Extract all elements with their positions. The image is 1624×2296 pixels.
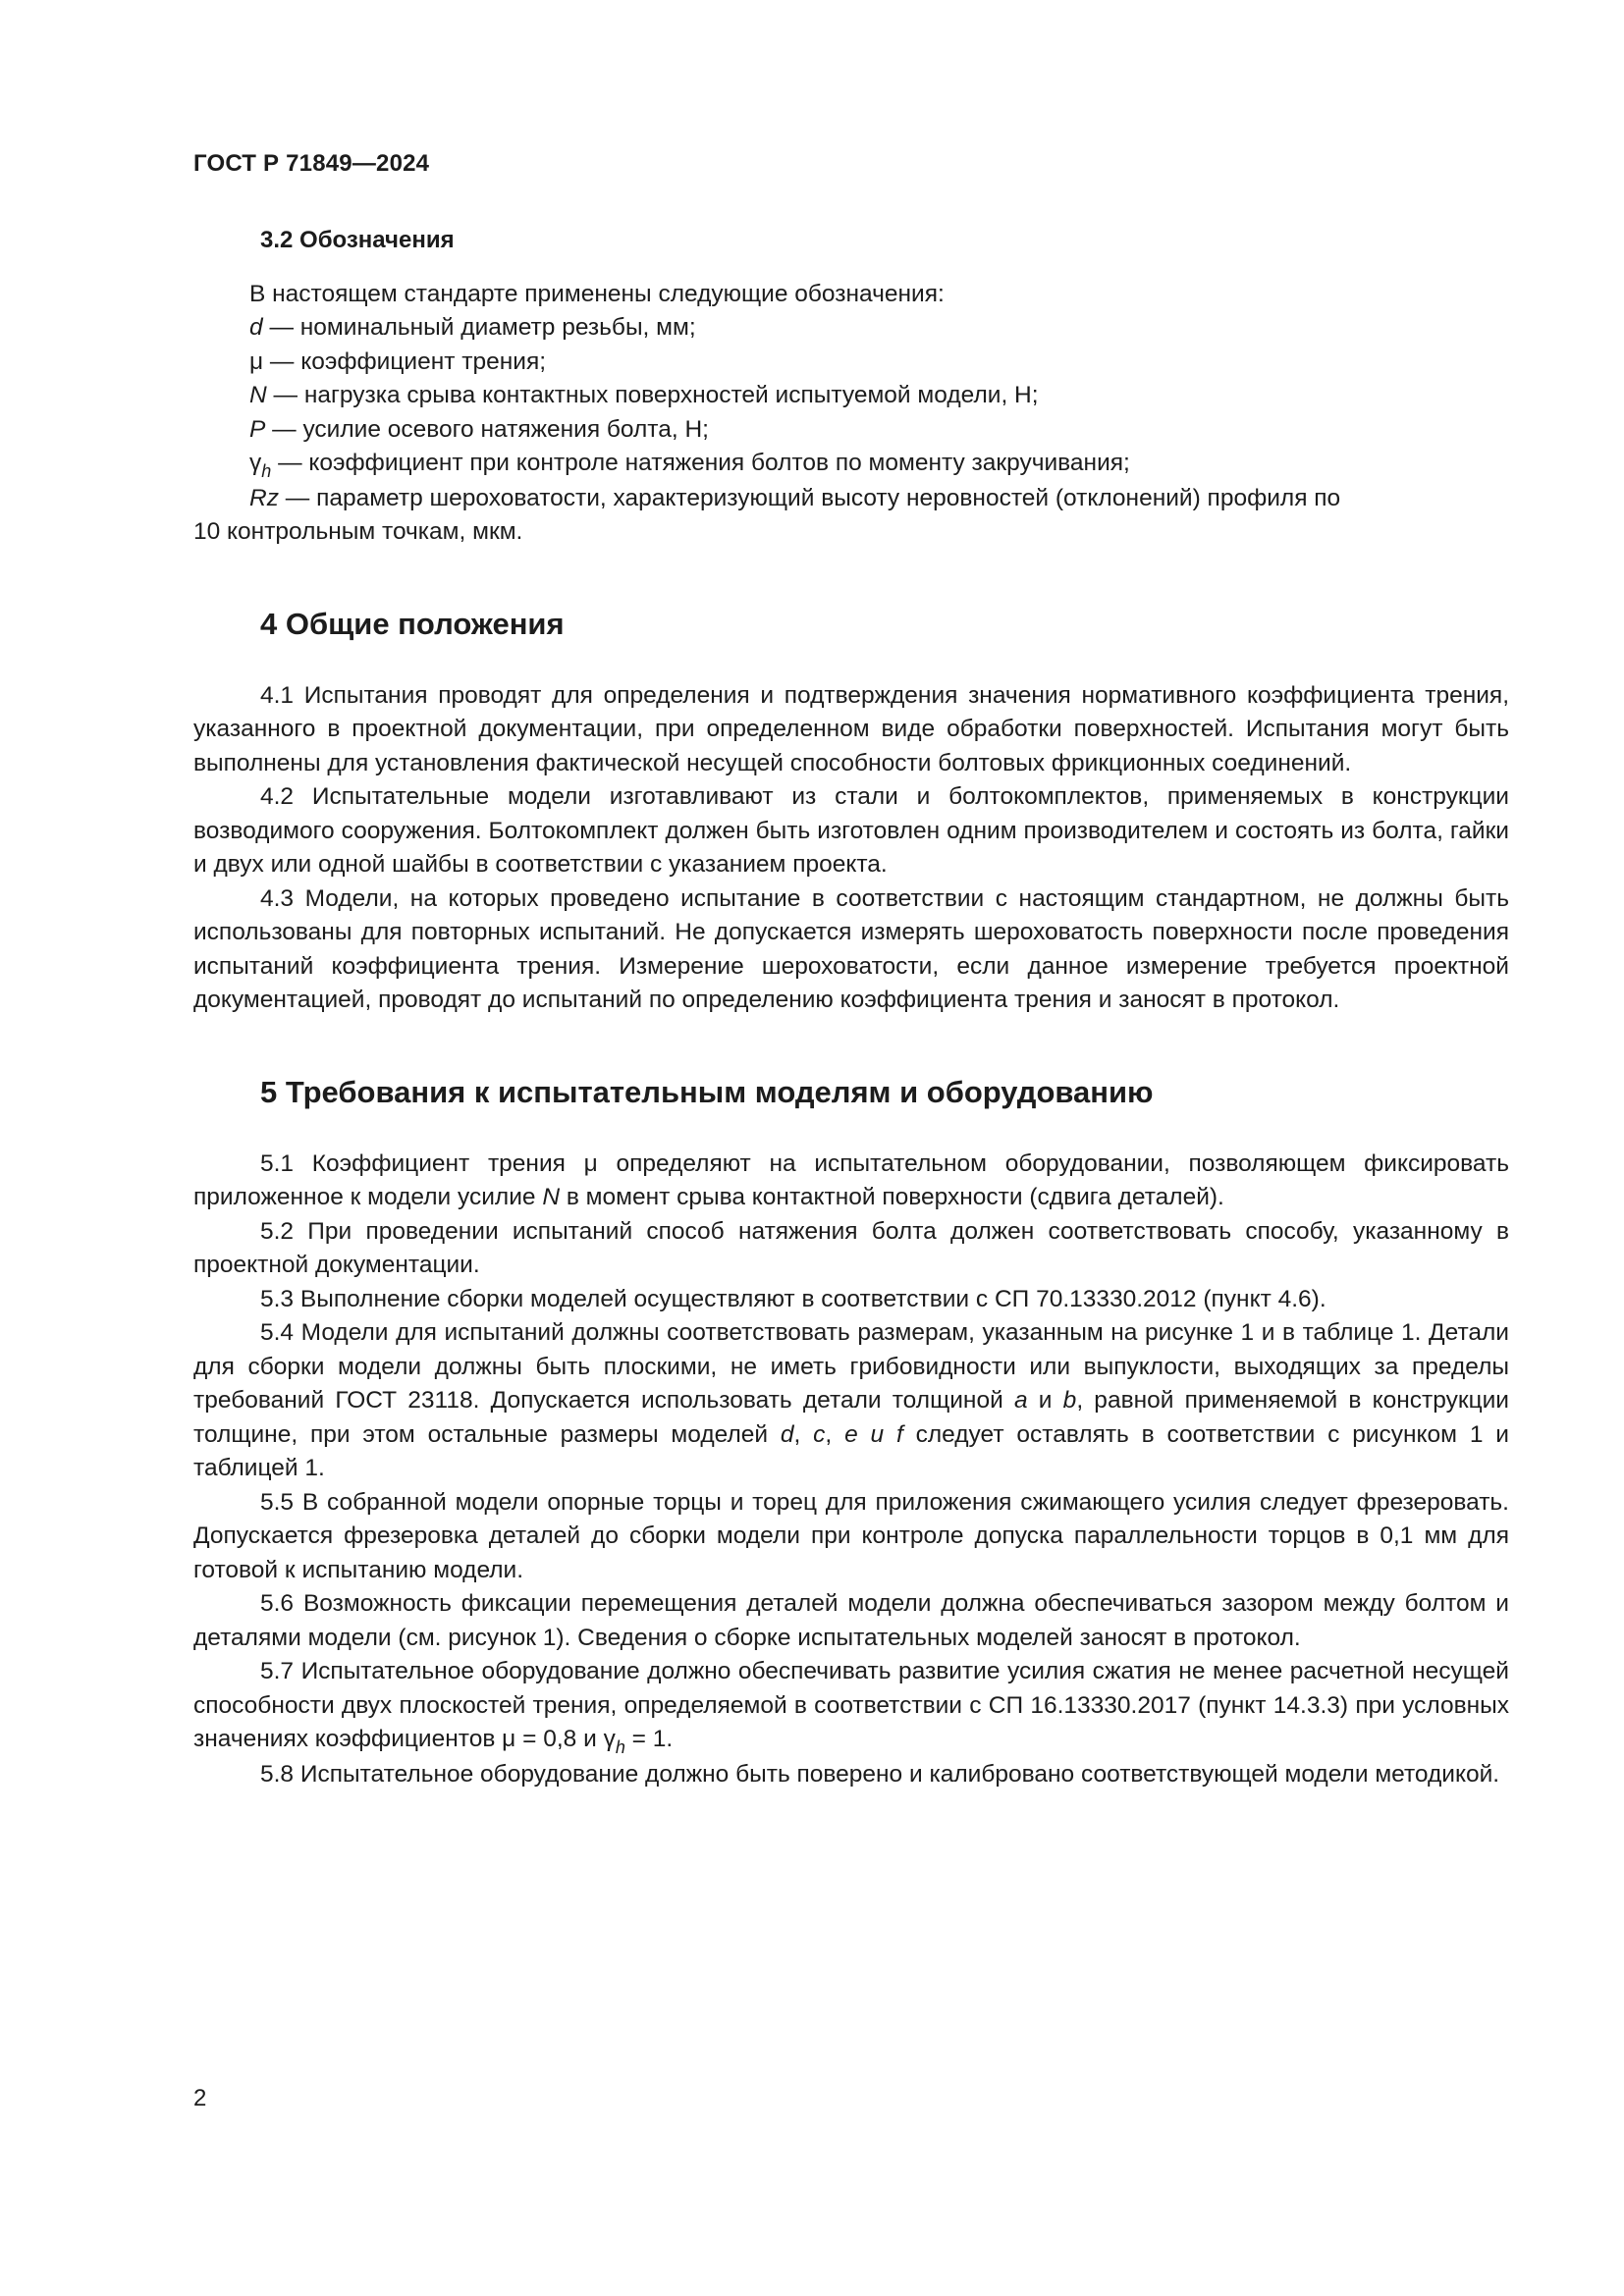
designations-intro: В настоящем стандарте применены следующие обозначения: (249, 280, 945, 307)
designation-symbol: μ (249, 347, 264, 375)
designations-tail: 10 контрольным точкам, мкм. (193, 518, 523, 545)
document-id: ГОСТ Р 71849—2024 (193, 150, 430, 177)
page-content (193, 224, 1509, 1791)
designation-item (249, 482, 1509, 516)
designation-item (249, 447, 1509, 482)
designation-symbol: P (249, 415, 266, 443)
paragraph-5-8: 5.8 Испытательное оборудование должно быть поверено и калибровано соответствующей модели методикой. (260, 1760, 1500, 1788)
paragraph-4-3: 4.3 Модели, на которых проведено испытание в соответствии с настоящим стандартном, не должны быть использованы для повторных испытаний. Не допускается измерять шероховатость поверхности после проведения испытаний коэффициента трения. Измерение шероховатости, если данное измерение требуется проектной документацией, проводят до испытаний по определению коэффициента трения и заносят в протокол. (193, 884, 1509, 1013)
paragraph-4-2: 4.2 Испытательные модели изготавливают из стали и болтокомплектов, применяемых в конструкции возводимого сооружения. Болтокомплект должен быть изготовлен одним производителем и состоять из болта, гайки и двух или одной шайбы в соответствии с указанием проекта. (193, 783, 1509, 878)
paragraph-5-6: 5.6 Возможность фиксации перемещения деталей модели должна обеспечиваться зазором между болтом и деталями модели (см. рисунок 1). Сведения о сборке испытательных моделей заносят в протокол. (193, 1590, 1509, 1651)
section-title-5: 5 Требования к испытательным моделям и оборудованию (260, 1074, 1154, 1109)
designation-symbol: d (249, 314, 263, 341)
designation-text: — номинальный диаметр резьбы, мм; (262, 314, 696, 341)
designation-item (249, 346, 1509, 380)
subsection-title-3-2: 3.2 Обозначения (260, 227, 455, 253)
designation-item (249, 413, 1509, 448)
designation-text: — коэффициент при контроле натяжения болтов по моменту закручивания; (271, 450, 1130, 476)
designation-item (249, 379, 1509, 413)
paragraph-5-3: 5.3 Выполнение сборки моделей осуществляют в соответствии с СП 70.13330.2012 (пункт 4.6). (260, 1285, 1326, 1312)
section-title-4: 4 Общие положения (260, 606, 565, 641)
designation-item (249, 311, 1509, 346)
paragraph-5-7: 5.7 Испытательное оборудование должно обеспечивать развитие усилия сжатия не менее расчетной несущей способности двух плоскостей трения, определяемой в соответствии с СП 16.13330.2017 (пункт 14.3.3) при условных значениях коэффициентов μ = 0,8 и $\gamma_h = 1$. (193, 1658, 1509, 1757)
designation-symbol: γ (249, 450, 262, 476)
designation-text: — параметр шероховатости, характеризующий высоту неровностей (отклонений) профиля по (278, 484, 1341, 511)
designation-text: — коэффициент трения; (263, 347, 547, 375)
designations-list (193, 278, 1509, 516)
paragraph-5-4: 5.4 Модели для испытаний должны соответствовать размерам, указанным на рисунке 1 и в таблице 1. Детали для сборки модели должны быть плоскими, не иметь грибовидности или выпуклости, выходящих за пределы требований ГОСТ 23118. Допускается использовать детали толщиной a и b, равной применяемой в конструкции толщине, при этом остальные размеры моделей d, c, e и f следует оставлять в соответствии с рисунком 1 и таблицей 1. (193, 1319, 1509, 1481)
paragraph-5-2: 5.2 При проведении испытаний способ натяжения болта должен соответствовать способу, указанному в проектной документации. (193, 1217, 1509, 1278)
designation-text: — нагрузка срыва контактных поверхностей испытуемой модели, Н; (266, 382, 1039, 408)
paragraph-5-1: 5.1 Коэффициент трения μ определяют на испытательном оборудовании, позволяющем фиксировать приложенное к модели усилие N в момент срыва контактной поверхности (сдвига деталей). (193, 1149, 1509, 1210)
page-number: 2 (193, 2085, 207, 2111)
paragraph-4-1: 4.1 Испытания проводят для определения и подтверждения значения нормативного коэффициента трения, указанного в проектной документации, при определенном виде обработки поверхностей. Испытания могут быть выполнены для установления фактической несущей способности болтовых фрикционных соединений. (193, 681, 1509, 776)
designation-symbol: N (249, 382, 267, 408)
paragraph-5-5: 5.5 В собранной модели опорные торцы и торец для приложения сжимающего усилия следует фрезеровать. Допускается фрезеровка деталей до сборки модели при контроле допуска параллельности торцов в 0,1 мм для готовой к испытанию модели. (193, 1488, 1509, 1583)
designation-subscript: h (261, 461, 272, 481)
designation-symbol: Rz (249, 484, 279, 511)
designation-text: — усилие осевого натяжения болта, Н; (265, 415, 709, 443)
